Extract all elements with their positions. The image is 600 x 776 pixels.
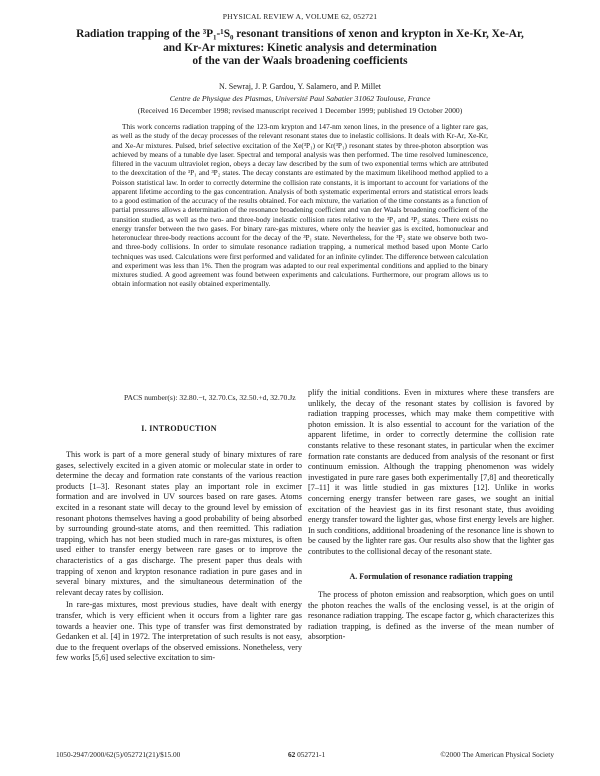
abstract: This work concerns radiation trapping of the 123-nm krypton and 147-nm xenon lines, in the presence of a lighter rare gas, as well as the study of the decay processes of the relevant resonant states due to inelastic collisions. It deals with Kr-Ar, Xe-Kr, and Xe-Ar mixtures. Pulsed, brief selective excitation of the Xe(³P₁) or Kr(³P₁) resonant states by three-photon absorption was achieved by means of a tunable dye laser. Spectral and temporal analysis was then performed. The time resolved luminescence, filtered in the vacuum ultraviolet region, obeys a decay law described by the sum of two exponential terms which are attributed to the deexcitation of the ³P₁ and ³P₂ states. The decay constants are estimated by the maximum likelihood method applied to a Poisson statistical law. In order to correctly determine the collision rate constants, it is important to account for variations of the apparent lifetime according to the gas concentration. Analysis of both systematic experimental errors and statistical errors leads to a good estimation of the accuracy of the results obtained. For each mixture, the variation of the time constants as a function of partial pressures allows a determination of the resonance broadening coefficient and van der Waals broadening coefficient of the transition studied, as well as the two- and three-body inelastic collision rates relative to the ³P₁ and ³P₂ states. There exists no energy transfer between the two gases. For binary rare-gas mixtures, where only the heavier gas is excited, homonuclear and heteronuclear three-body reactions account for the decay of the ³P₁ state. Nevertheless, for the ³P₂ state we observe both two- and three-body collisions. In order to simulate resonance radiation trapping, a numerical method based upon Monte Carlo techniques was used. Calculations were first performed and validated for an infinite cylinder. The difference between calculation and experiment was less than 1%. Then the program was adapted to our real experimental conditions and applied to the binary mixtures studied. A good agreement was found between experiments and calculations. Furthermore, our program allows us to obtain information not easily obtained experimentally. <box>112 122 488 289</box>
footer-article-id: 052721-1 <box>295 750 326 759</box>
section-heading-introduction: I. INTRODUCTION <box>141 424 217 433</box>
journal-header: PHYSICAL REVIEW A, VOLUME 62, 052721 <box>222 12 378 21</box>
footer-issn: 1050-2947/2000/62(5)/052721(21)/$15.00 <box>56 750 181 759</box>
received-dates: (Received 16 December 1998; revised manuscript received 1 December 1999; published 19 October 2000) <box>137 106 463 115</box>
title-line-2: and Kr-Ar mixtures: Kinetic analysis and determination <box>163 41 437 54</box>
footer-volume: 62 <box>288 750 296 759</box>
title-line-3: of the van der Waals broadening coefficients <box>192 55 408 68</box>
right-column <box>308 388 554 643</box>
footer-copyright: ©2000 The American Physical Society <box>440 750 554 759</box>
author-list: N. Sewraj, J. P. Gardou, Y. Salamero, and P. Millet <box>219 82 381 91</box>
pacs-numbers: PACS number(s): 32.80.−t, 32.70.Cs, 32.50.+d, 32.70.Jz <box>124 393 296 402</box>
subsection-a-paragraph-1: The process of photon emission and reabsorption, which goes on until the photon reaches the walls of the enclosing vessel, is at the origin of resonance radiation trapping. The escape factor g, which characterizes this radiation trapping, is defined as the inverse of the mean number of absorption- <box>308 590 554 642</box>
subsection-heading-a: A. Formulation of resonance radiation trapping <box>349 571 513 581</box>
intro-paragraph-1: This work is part of a more general study of binary mixtures of rare gases, selectively excited in a given atomic or molecular state in order to determine the decay and formation rate constants of the various reaction products [1–3]. Resonant states play an important role in excimer formation and are involved in UV sources based on rare gases. Atoms excited in a resonant state will decay to the ground level by emission of resonant photons themselves having a good probability of being absorbed by surrounding ground-state atoms, and then reemitted. This radiation trapping, which has not been studied much in rare-gas mixtures, is often used either to transfer energy between rare gases or to improve the characteristics of a gas discharge. The present paper thus deals with trapping of xenon and krypton resonance radiation in pure gases and in several binary mixtures, and the simultaneous determination of the relevant decay rates by collision. <box>56 450 302 597</box>
title-line-1: Radiation trapping of the ³P₁-¹S₀ resonant transitions of xenon and krypton in Xe-Kr, Xe-Ar, <box>76 28 524 40</box>
left-column <box>56 450 302 664</box>
affiliation: Centre de Physique des Plasmas, Université Paul Sabatier 31062 Toulouse, France <box>169 94 431 103</box>
intro-paragraph-2: In rare-gas mixtures, most previous studies, have dealt with energy transfer, which is very efficient when it occurs from a lighter rare gas towards a heavier one. This type of transfer was first demonstrated by Gedanken et al. [4] in 1972. The interpretation of such results is not easy, due to the frequent overlaps of the observed emissions. Nonetheless, very few works [5,6] used selective excitation to sim- <box>56 600 302 663</box>
article-title <box>40 28 560 69</box>
intro-paragraph-3: plify the initial conditions. Even in mixtures where these transfers are unlikely, the decay of the resonant states by collision is favored by radiation trapping processes, which may make them competitive with photon emission. It is also essential to account for the variation of the apparent lifetime, in order to correctly determine the collision rate constants relative to these resonant states, in particular when the excimer formation rate constants are deduced from analysis of the resonant or first continuum emission. Although the trapping phenomenon was widely investigated in pure rare gases both experimentally [7,8] and theoretically [7–11] it was little studied in gas mixtures [12]. Unlike in works concerning energy transfer between rare gases, we sought an initial excitation of the heaviest gas in its first resonant state, thus avoiding energy transfer toward the lighter gas, whose first energy levels are higher. In such conditions, additional broadening of the resonance line is shown to be caused by the lighter rare gas. Our results also show that the lighter gas contributes to the collisional decay of the resonant state. <box>308 388 554 556</box>
footer-page-number <box>288 750 325 759</box>
